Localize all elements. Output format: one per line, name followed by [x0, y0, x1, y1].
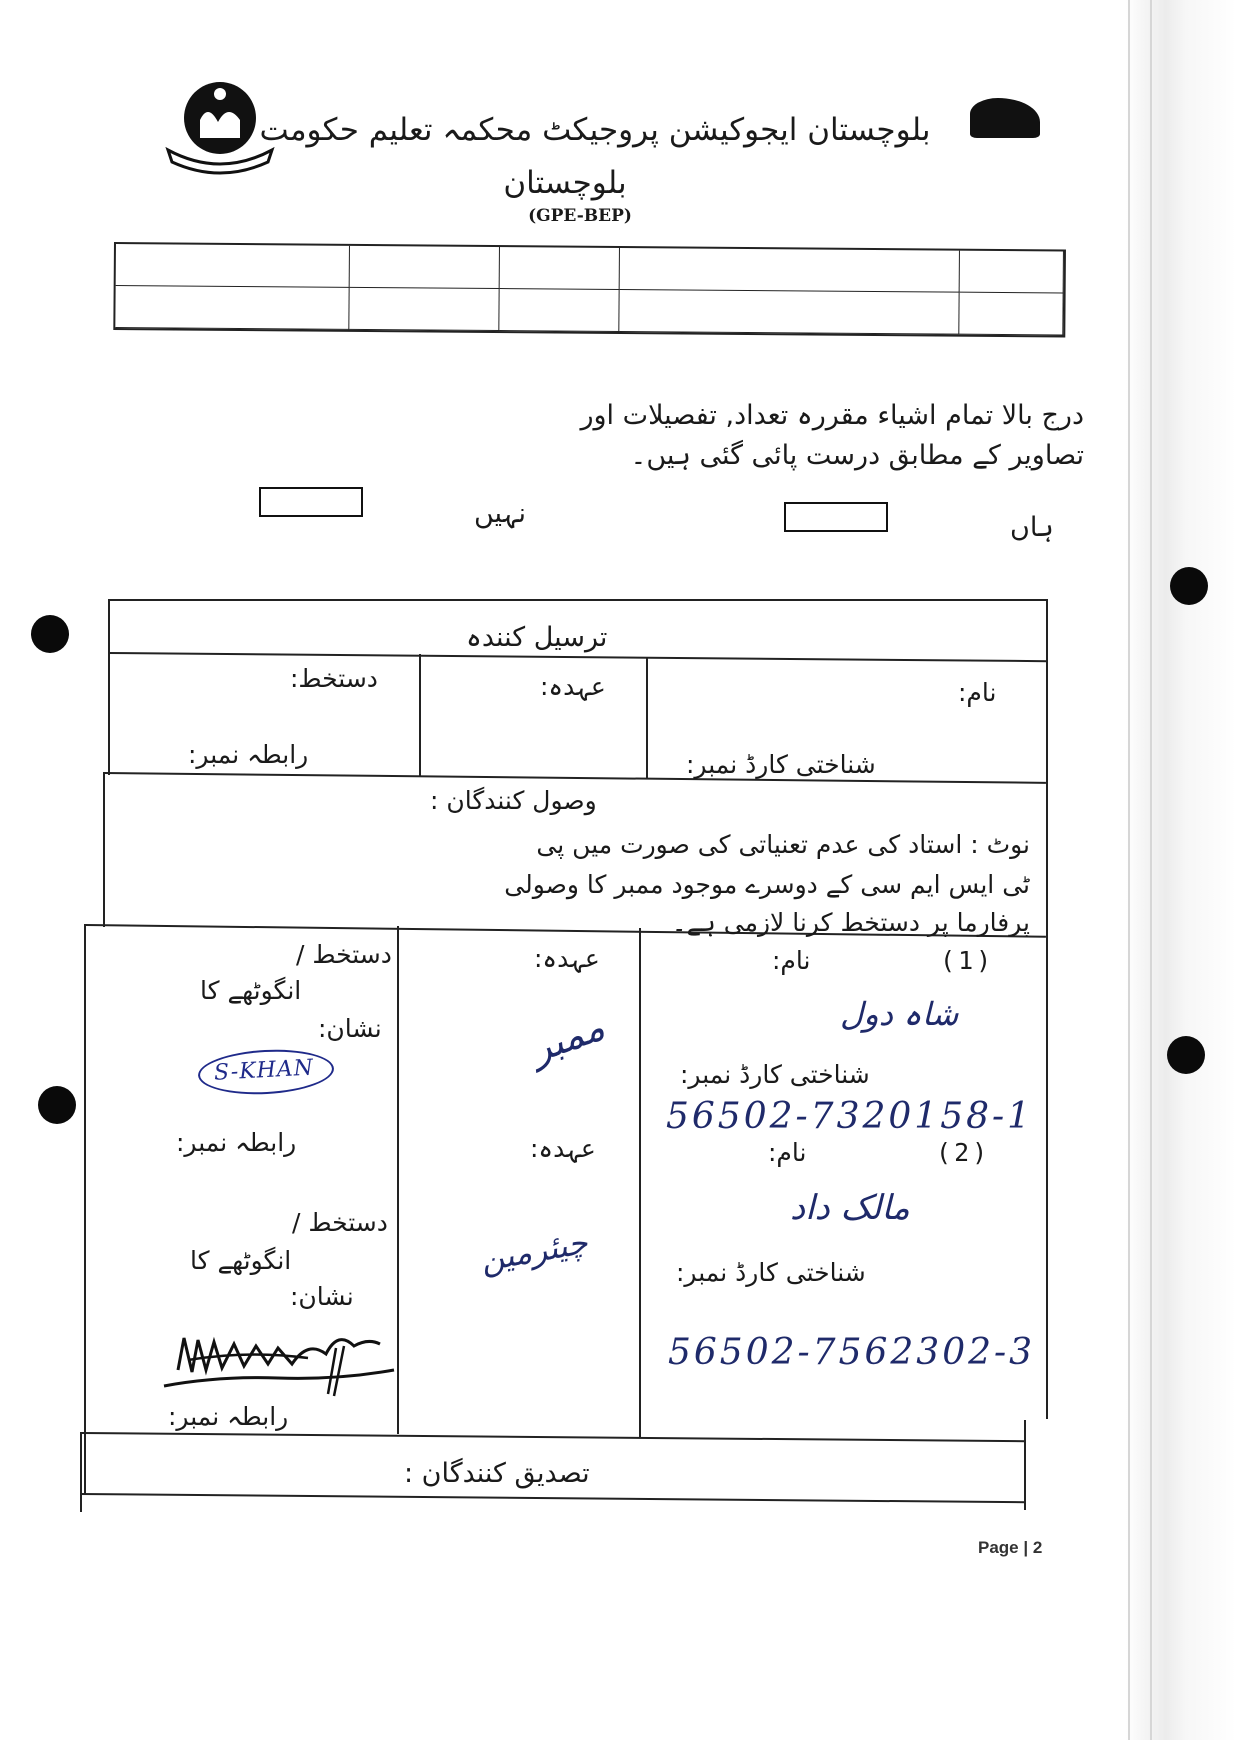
receiver-2-sign-label-3: نشان:	[290, 1282, 354, 1311]
table-cell	[349, 288, 499, 331]
sender-cnic-label: شناختی کارڈ نمبر:	[686, 750, 876, 779]
receiver-1-sign-label-1: دستخط /	[296, 940, 392, 969]
receiver-1-sign-label-3: نشان:	[318, 1014, 382, 1043]
receiver-1-name-handwritten: شاہ دول	[840, 995, 959, 1033]
header-title-line1: بلوچستان ایجوکیشن پروجیکٹ محکمہ تعلیم حکومت	[259, 112, 931, 148]
receiver-2-contact-label: رابطہ نمبر:	[168, 1402, 289, 1431]
table-cell	[499, 289, 619, 332]
table-cell	[500, 247, 620, 290]
sender-contact-label: رابطہ نمبر:	[188, 740, 309, 769]
receiver-1-number: (1)	[940, 946, 995, 975]
table-cell	[116, 244, 350, 288]
table-cell	[959, 293, 1063, 336]
sender-heading: ترسیل کنندہ	[466, 622, 608, 653]
statement-line2: تصاویر کے مطابق درست پائی گئی ہیں۔	[630, 440, 1084, 471]
statement-line1: درج بالا تمام اشیاء مقررہ تعداد, تفصیلات اور	[580, 400, 1084, 431]
receiver-2-name-label: نام:	[768, 1138, 807, 1167]
receivers-note-line2: ٹی ایس ایم سی کے دوسرے موجود ممبر کا وصولی	[504, 870, 1030, 899]
yes-checkbox[interactable]	[784, 502, 888, 532]
receiver-2-sign-label-1: دستخط /	[292, 1208, 388, 1237]
project-code: (GPE-BEP)	[528, 206, 632, 226]
receiver-2-cnic-label: شناختی کارڈ نمبر:	[676, 1258, 866, 1287]
punch-hole	[31, 615, 69, 653]
table-cell	[620, 248, 960, 293]
receiver-1-contact-label: رابطہ نمبر:	[176, 1128, 297, 1157]
header-title-line2: بلوچستان	[503, 165, 627, 201]
receiver-2-designation-handwritten: چیئرمین	[477, 1222, 591, 1280]
no-label: نہیں	[474, 498, 527, 529]
table-cell	[115, 286, 349, 330]
yes-label: ہاں	[1010, 512, 1054, 543]
receiver-2-sign-label-2: انگوٹھے کا	[190, 1246, 292, 1275]
stamp-text: S-KHAN	[213, 1055, 315, 1086]
receiver-1-cnic-label: شناختی کارڈ نمبر:	[680, 1060, 870, 1089]
table-cell	[619, 290, 959, 335]
page-number: Page | 2	[978, 1538, 1043, 1557]
receiver-2-cnic-handwritten: 56502-7562302-3	[668, 1332, 1036, 1373]
receivers-note-line1: نوٹ : استاد کی عدم تعنیاتی کی صورت میں پی	[536, 830, 1030, 859]
receiver-2-number: (2)	[936, 1138, 991, 1167]
punch-hole	[1167, 1036, 1205, 1074]
table-cell	[960, 251, 1064, 294]
receiver-1-cnic-handwritten: 56502-7320158-1	[666, 1096, 1034, 1137]
no-checkbox[interactable]	[259, 487, 363, 517]
verifiers-heading: تصدیق کنندگان :	[404, 1458, 590, 1489]
receivers-note-line3: پرفارما پر دستخط کرنا لازمی ہے۔	[671, 908, 1030, 937]
page-edge-line	[1150, 0, 1152, 1740]
receiver-1-sign-label-2: انگوٹھے کا	[200, 976, 302, 1005]
sender-name-label: نام:	[958, 678, 997, 707]
receiver-1-designation-handwritten: ممبر	[524, 1004, 611, 1072]
page-edge-line	[1128, 0, 1130, 1740]
punch-hole	[38, 1086, 76, 1124]
items-table	[113, 242, 1066, 337]
table-cell	[350, 246, 500, 289]
sender-designation-label: عہدہ:	[540, 672, 606, 701]
receivers-heading: وصول کنندگان :	[430, 786, 597, 815]
receiver-1-stamp	[197, 1046, 335, 1097]
sender-signature-label: دستخط:	[290, 664, 378, 693]
punch-hole	[1170, 567, 1208, 605]
page-edge	[1126, 0, 1236, 1740]
receiver-2-designation-label: عہدہ:	[530, 1134, 596, 1163]
receiver-1-designation-label: عہدہ:	[534, 944, 600, 973]
receiver-2-signature	[158, 1320, 398, 1400]
receiver-1-name-label: نام:	[772, 946, 811, 975]
receiver-2-name-handwritten: مالک داد	[790, 1188, 910, 1228]
